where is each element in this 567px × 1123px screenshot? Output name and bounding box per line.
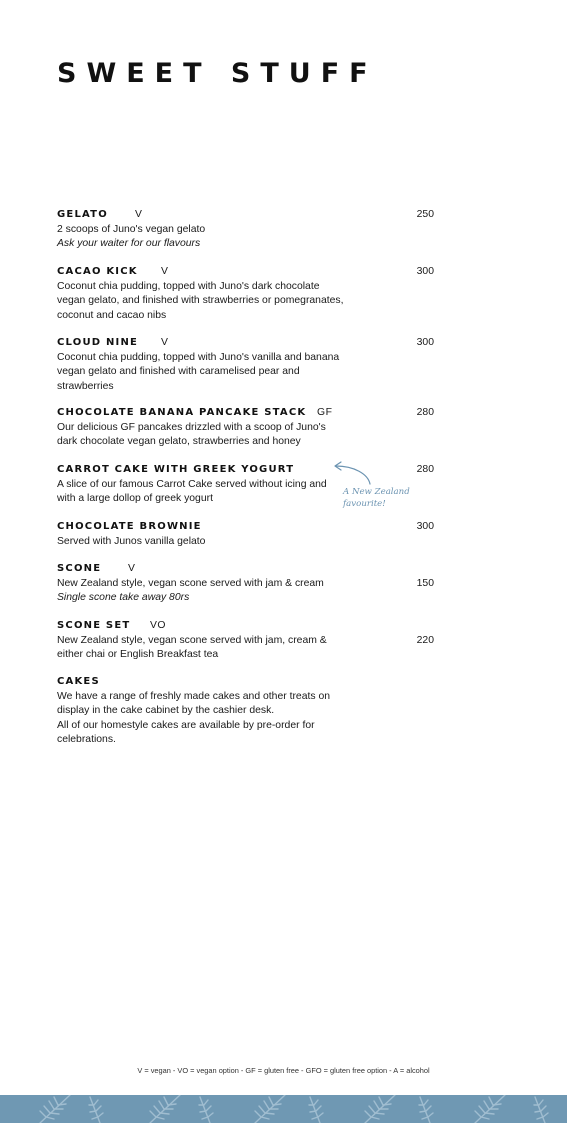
menu-item-scone-set xyxy=(57,619,434,663)
page-title: SWEET STUFF xyxy=(57,58,378,89)
callout xyxy=(332,458,432,518)
item-price: 300 xyxy=(416,521,434,532)
item-name: CHOCOLATE BANANA PANCAKE STACK xyxy=(57,407,307,418)
item-description: We have a range of freshly made cakes and other treats on display in the cake cabinet by the cashier desk. xyxy=(57,691,331,717)
item-tag: V xyxy=(128,563,136,574)
item-name: CHOCOLATE BROWNIE xyxy=(57,521,202,532)
menu-item-cacao-kick xyxy=(57,265,434,323)
fern-pattern-icon xyxy=(0,1095,567,1123)
footer-band xyxy=(0,1095,567,1123)
item-name: SCONE SET xyxy=(57,620,131,631)
item-price: 280 xyxy=(416,407,434,418)
item-name: CLOUD NINE xyxy=(57,337,139,348)
menu-item-chocolate-brownie xyxy=(57,520,434,549)
item-price: 250 xyxy=(416,209,434,220)
item-description: New Zealand style, vegan scone served with jam & cream xyxy=(57,578,324,589)
item-note: Single scone take away 80rs xyxy=(57,592,190,604)
menu-item-cloud-nine xyxy=(57,336,434,394)
item-price: 150 xyxy=(416,578,434,589)
item-tag: VO xyxy=(150,620,167,631)
item-description: Coconut chia pudding, topped with Juno's vanilla and banana vegan gelato and finished with caramelised pear and strawberries xyxy=(57,352,340,392)
item-tag: V xyxy=(135,209,143,220)
item-price: 300 xyxy=(416,337,434,348)
item-description-2: All of our homestyle cakes are available by pre-order for celebrations. xyxy=(57,719,315,746)
callout-text: A New Zealand favourite! xyxy=(343,487,410,509)
item-name: GELATO xyxy=(57,209,108,220)
item-tag: V xyxy=(161,266,169,277)
item-description: New Zealand style, vegan scone served with jam, cream & either chai or English Breakfast tea xyxy=(57,635,327,661)
menu-item-gelato xyxy=(57,208,434,252)
item-description: Our delicious GF pancakes drizzled with a scoop of Juno's dark chocolate vegan gelato, strawberries and honey xyxy=(57,422,326,448)
item-price: 220 xyxy=(416,635,434,646)
item-description: Served with Junos vanilla gelato xyxy=(57,536,206,547)
item-note: Ask your waiter for our flavours xyxy=(57,238,201,250)
item-tag: V xyxy=(161,337,169,348)
item-name: SCONE xyxy=(57,563,102,574)
item-description: 2 scoops of Juno's vegan gelato xyxy=(57,224,206,235)
item-description: A slice of our famous Carrot Cake served without icing and with a large dollop of greek yogurt xyxy=(57,479,327,505)
item-name: CACAO KICK xyxy=(57,266,138,277)
item-description: Coconut chia pudding, topped with Juno's dark chocolate vegan gelato, and finished with strawberries or pomegranates, coconut and cacao nibs xyxy=(57,281,344,321)
item-name: CARROT CAKE WITH GREEK YOGURT xyxy=(57,464,295,475)
menu-item-scone xyxy=(57,562,434,606)
item-tag: GF xyxy=(317,407,333,418)
item-price: 300 xyxy=(416,266,434,277)
menu-item-cakes xyxy=(57,675,434,748)
dietary-legend: V = vegan - VO = vegan option - GF = gluten free - GFO = gluten free option - A = alcohol xyxy=(137,1066,430,1075)
item-price: 280 xyxy=(416,464,434,475)
menu-item-pancake-stack xyxy=(57,406,434,450)
item-name: CAKES xyxy=(57,676,100,687)
